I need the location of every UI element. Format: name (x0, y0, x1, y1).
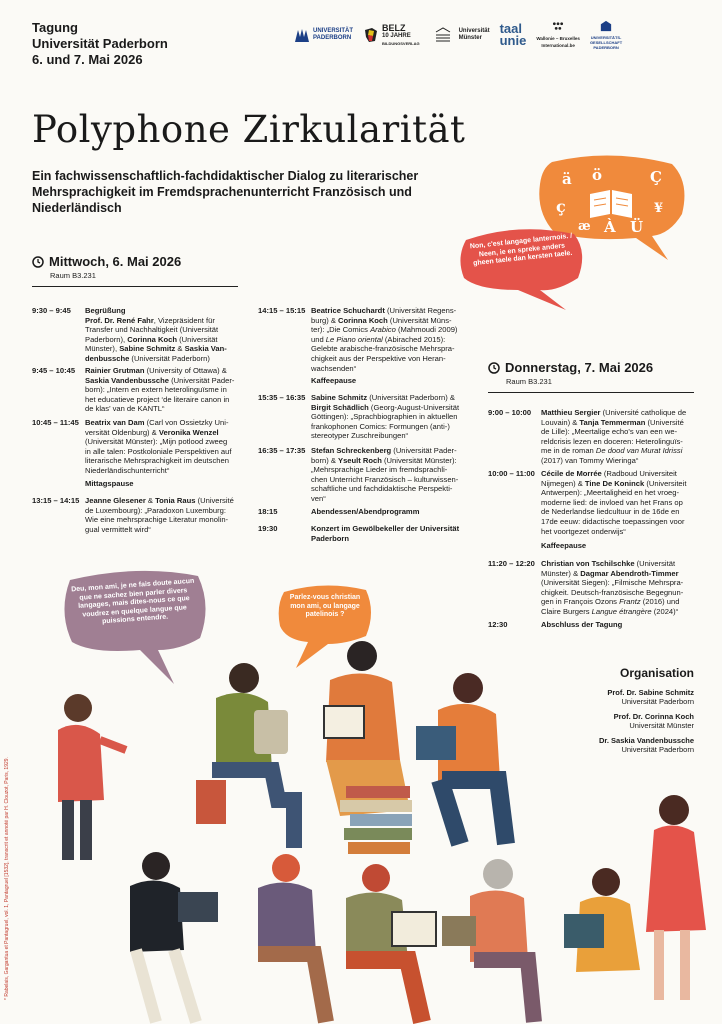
day2-header (488, 360, 694, 393)
divider (488, 392, 694, 393)
schedule-row: 13:15 – 14:15 Jeanne Glesener & Tonia Raus (Université de Luxembourg): „Paradoxon Luxemburg: Wie eine mehrsprachige Literatur monolin- gual vermittelt wird“ (32, 496, 238, 534)
schedule-entry (541, 620, 698, 630)
schedule-row: 10:00 – 11:00 Cécile de Morrée (Radboud Universiteit Nijmegen) & Tine De Koninck (Universiteit Antwerpen): „Meertaligheid en het vroeg- moderne lied: de invloed van het Frans op de Nederlandse liedcultuur in de 16de en 17de eeuw: didactische toepassingen voor het voortgezet onderwijs“ (488, 469, 698, 536)
schedule-row: 15:35 – 16:35 Sabine Schmitz (Universität Paderborn) & Birgit Schädlich (Georg-August-Universität Göttingen): „Sprachbiographien in aktuellen frankophonen Comics: Formungen (anti-) stereotyper Zuschreibungen“ (258, 393, 470, 441)
entry-line: Claire Burgers Langue étrangère (2024)“ (541, 606, 679, 616)
entry-line: de Lille): „Meertalige echo's van een we- (541, 427, 678, 437)
entry-line: schaftliche und fachdidaktische Perspekti- (311, 484, 453, 494)
entry-line: Kaffeepause (541, 541, 587, 550)
schedule-entry (311, 524, 470, 543)
entry-line: „Mehrsprachige Lieder im fremdsprachli- (311, 465, 448, 475)
entry-line: ter): „Die Comics Arabico (Mahmoudi 2009) (311, 325, 458, 335)
bubble-letter: ö (592, 166, 603, 184)
page-subtitle: Ein fachwissenschaftlich-fachdidaktischer Dialog zu literarischer Mehrsprachigkeit im Fremdsprachenunterricht Französisch und Niederländisch (32, 169, 419, 215)
entry-line: chen Unterricht Französisch – kulturwissen- (311, 474, 459, 484)
entry-line: in alle talen: Postkoloniale Perspektiven auf (85, 446, 232, 456)
orange-speech-bubble: Parlez-vous christian mon ami, ou langage patelinois ? (276, 582, 374, 670)
book-stack-icon (340, 786, 412, 854)
person-red-dress-icon (646, 795, 706, 1000)
taalunie-logo: taal unie (499, 21, 527, 48)
entry-line: (Universität Siegen): „Filmische Mehrspra- (541, 578, 684, 588)
entry-line: Nijmegen) & Tine De Koninck (Universiteit (541, 478, 687, 488)
entry-line: Gelebte arabische-französische Mehrspra- (311, 344, 455, 354)
bubble-letter: Ü (630, 218, 644, 236)
entry-line: Wie eine mehrsprachige Literatur monolin- (85, 515, 229, 525)
entry-line: Rainier Grutman (University of Ottawa) & (85, 366, 227, 375)
entry-line: Antwerpen): „Meertaligheid en het vroeg- (541, 488, 680, 498)
schedule-row (32, 479, 238, 489)
schedule-entry (541, 541, 698, 551)
entry-line: born): „Intern en extern heterolinguïsme in (85, 385, 227, 395)
red-speech-bubble: Non, c'est langage lanternois. / Neen, ie en spreke anders gheen taele dan kersten taele. (456, 222, 588, 312)
schedule-entry (85, 366, 238, 414)
schedule-entry (311, 306, 470, 373)
entry-line: gen in François Ozons Frantz (2016) und (541, 597, 680, 607)
schedule-entry (311, 376, 470, 386)
entry-line: moderne lied: de invloed van het Frans op (541, 497, 683, 507)
sponsor-logos (294, 20, 704, 50)
entry-line: Münster) & Dagmar Abendroth-Timmer (541, 568, 679, 578)
entry-line: me in de roman De dood van Murat Idrissi (541, 446, 683, 456)
schedule-entry (311, 393, 470, 441)
bubble-letter: ä (562, 170, 572, 188)
schedule-entry (85, 418, 238, 476)
schedule-entry (541, 469, 698, 536)
entry-line: Prof. Dr. René Fahr, Vizepräsident für (85, 315, 215, 325)
belz-logo: BELZ 10 JAHRE BILDUNGSVERLAG (363, 24, 420, 47)
entry-line: de klas’ van de KANTL“ (85, 404, 165, 414)
entry-line: Stefan Schreckenberg (Universität Pader- (311, 446, 457, 455)
entry-line: Christian von Tschilschke (Universität (541, 559, 676, 568)
entry-line: versität Oldenburg) & Veronika Wenzel (85, 427, 219, 437)
schedule-row: 18:15 Abendessen/Abendprogramm (258, 507, 470, 517)
person-standing-left-icon (58, 694, 126, 860)
entry-line: Göttingen): „Sprachbiographien in aktuellen (311, 412, 458, 422)
entry-line: het educatieve project ‘de literaire canon in (85, 394, 230, 404)
entry-line: Münster), Sabine Schmitz & Saskia Van- (85, 344, 227, 354)
clock-icon (488, 362, 500, 374)
organiser: Prof. Dr. Sabine Schmitz Universität Paderborn (607, 688, 694, 706)
day1-header (32, 254, 238, 287)
entry-line: gual vermittelt wird“ (85, 524, 151, 534)
ugp-logo: UNIVERSITÄTS- GESELLSCHAFT PADERBORN (590, 20, 622, 50)
schedule-row: 12:30 Abschluss der Tagung (488, 620, 698, 630)
divider (32, 286, 238, 287)
organiser: Prof. Dr. Corinna Koch Universität Münster (613, 712, 694, 730)
entry-line: de Luxembourg): „Paradoxon Luxemburg: (85, 505, 226, 515)
entry-line: ven“ (311, 493, 326, 503)
event-type: Tagung (32, 20, 78, 35)
readers-illustration (40, 630, 710, 1024)
day2-title: Donnerstag, 7. Mai 2026 (505, 360, 654, 375)
entry-line: Transfer und Nachhaltigkeit (Universität (85, 325, 219, 335)
schedule-entry (311, 507, 470, 517)
entry-line: chigkeit aus der Perspektive von Heran- (311, 353, 446, 363)
entry-line: Sabine Schmitz (Universität Paderborn) & (311, 393, 455, 402)
entry-line: 17de eeuw: didactische toepassingen voor (541, 516, 685, 526)
schedule-row: 11:20 – 12:20 Christian von Tschilschke (Universität Münster) & Dagmar Abendroth-Timmer (Universität Siegen): „Filmische Mehrspra- chigkeit. Deutsch-französische Begegnun- gen in François Ozons Frantz (2016) und Claire Burgers Langue étrangère (2024)“ (488, 559, 698, 617)
entry-line: Abschluss der Tagung (541, 620, 623, 629)
organiser: Dr. Saskia Vandenbussche Universität Paderborn (598, 736, 694, 754)
schedule-entry (541, 408, 698, 466)
entry-line: denbussche (Universität Paderborn) (85, 353, 210, 363)
entry-line: (2017) van Tommy Wieringa“ (541, 455, 639, 465)
organisation-title: Organisation (619, 666, 694, 680)
bubble-letter: Ç (650, 168, 662, 186)
entry-line: born) & Yseult Roch (Universität Münster): (311, 455, 457, 465)
schedule-entry (85, 306, 238, 364)
entry-line: Paderborn), Corinna Koch (Universität (85, 334, 218, 344)
entry-line: Birgit Schädlich (Georg-August-Universität (311, 402, 460, 412)
entry-line: Kaffeepause (311, 376, 357, 385)
schedule-row: 9:45 – 10:45 Rainier Grutman (University of Ottawa) & Saskia Vandenbussche (Universität Pader- born): „Intern en extern heterolinguïsme in het educatieve project ‘de literaire canon in de klas’ van de KANTL“ (32, 366, 238, 414)
schedule-row: 10:45 – 11:45 Beatrix van Dam (Carl von Ossietzky Uni- versität Oldenburg) & Veronika Wenzel (Universität Münster): „Mijn potlood zweeg in alle talen: Postkoloniale Perspektiven auf literarische Mehrsprachigkeit im deutschen Niederländischunterricht“ (32, 418, 238, 476)
entry-line: Paderborn (311, 533, 349, 543)
side-note: * Rabelais, Gargantua et Pantagruel, vol. 1, Pantagruel [1532], transcrit et annoté par H. Clouzot, Paris, 1929. (4, 757, 10, 1000)
upb-mark-icon (294, 27, 310, 43)
person-reading-book-icon (346, 864, 436, 1022)
clock-icon (32, 256, 44, 268)
entry-line: reldcrisis lezen en doceren: Heterolinguïs- (541, 436, 683, 446)
entry-line: Beatrix van Dam (Carl von Ossietzky Uni- (85, 418, 229, 427)
person-green-sweater-icon (196, 663, 302, 848)
entry-line: Abendessen/Abendprogramm (311, 507, 420, 516)
purple-speech-bubble: Deu, mon ami, je ne fais doute aucun que ne sachez bien parler divers langages, mais dites-nous ce que voudrez en quelque langue que puissions entendre. (58, 566, 210, 686)
muenster-mark-icon (430, 27, 456, 43)
day1-title: Mittwoch, 6. Mai 2026 (49, 254, 182, 269)
entry-line: literarische Mehrsprachigkeit im deutschen (85, 456, 229, 466)
entry-line: chigkeit. Deutsch-französische Begegnun- (541, 587, 684, 597)
schedule-row: 19:30 Konzert im Gewölbekeller der Universität Paderborn (258, 524, 470, 543)
bubble-letter: æ (578, 219, 591, 234)
person-grey-hair-icon (442, 859, 534, 1022)
entry-line: het voortgezet onderwijs“ (541, 526, 626, 536)
entry-line: Konzert im Gewölbekeller der Universität (311, 524, 460, 533)
entry-line: stereotyper Zuschreibungen“ (311, 431, 409, 441)
belz-mark-icon (363, 27, 379, 43)
entry-line: Beatrice Schuchardt (Universität Regens- (311, 306, 457, 315)
wbi-logo: Wallonie – Bruxelles International.be (536, 21, 580, 49)
entry-line: Saskia Vandenbussche (Universität Pader- (85, 375, 235, 385)
entry-line: de Nederlandse liedcultuur in de 16de en (541, 507, 680, 517)
entry-line: Mittagspause (85, 479, 134, 488)
schedule-row (488, 541, 698, 551)
schedule-entry (85, 479, 238, 489)
person-yellow-dress-icon (564, 868, 640, 972)
upb-logo: UNIVERSITÄT PADERBORN (294, 27, 353, 43)
entry-line: wachsenden“ (311, 363, 357, 373)
schedule-row: 9:00 – 10:00 Matthieu Sergier (Université catholique de Louvain) & Tanja Temmerman (Université de Lille): „Meertalige echo's van een we- reldcrisis lezen en doceren: Heterolinguïs- me in de roman De dood van Murat Idrissi (2017) van Tommy Wieringa“ (488, 408, 698, 466)
muenster-logo: Universität Münster (430, 27, 490, 43)
page-title: Polyphone Zirkularität (32, 108, 466, 151)
bubble-letter: ¥ (654, 201, 664, 216)
entry-line: Matthieu Sergier (Université catholique de (541, 408, 687, 417)
schedule-row: 16:35 – 17:35 Stefan Schreckenberg (Universität Pader- born) & Yseult Roch (Universität Münster): „Mehrsprachige Lieder im fremdsprachli- chen Unterricht Französisch – kulturwissen- schaftliche und fachdidaktische Perspekti- ven“ (258, 446, 470, 504)
day1-room: Raum B3.231 (50, 271, 96, 280)
schedule-row: 14:15 – 15:15 Beatrice Schuchardt (Universität Regens- burg) & Corinna Koch (Universität Müns- ter): „Die Comics Arabico (Mahmoudi 2009) und Le Piano oriental (Abirached 2015): Gelebte arabische-französische Mehrspra- chigkeit aus der Perspektive von Heran- wachsenden“ (258, 306, 470, 373)
bubble-letter: À (604, 218, 616, 236)
ugp-mark-icon (598, 20, 614, 32)
schedule-row (258, 376, 470, 386)
bubble-letter: ç (556, 197, 566, 216)
day2-room: Raum B3.231 (506, 377, 552, 386)
schedule-row: 9:30 – 9:45 Begrüßung Prof. Dr. René Fahr, Vizepräsident für Transfer und Nachhaltigkeit (Universität Paderborn), Corinna Koch (Universität Münster), Sabine Schmitz & Saskia Van- denbussche (Universität Paderborn) (32, 306, 238, 364)
entry-line: Louvain) & Tanja Temmerman (Université (541, 417, 684, 427)
schedule-entry (85, 496, 238, 534)
event-dates: 6. und 7. Mai 2026 (32, 52, 143, 67)
wbi-mark-icon (550, 21, 566, 32)
entry-line: Begrüßung (85, 306, 126, 315)
entry-line: (Universität Münster): „Mijn potlood zweeg (85, 437, 228, 447)
person-orange-shirt-icon (416, 673, 506, 844)
person-laptop-icon (130, 852, 218, 1022)
entry-line: frankophonen Comics: Formungen (anti-) (311, 421, 450, 431)
entry-line: Cécile de Morrée (Radboud Universiteit (541, 469, 677, 478)
entry-line: burg) & Corinna Koch (Universität Müns- (311, 315, 452, 325)
schedule-entry (541, 559, 698, 617)
entry-line: Jeanne Glesener & Tonia Raus (Université (85, 496, 234, 505)
person-brown-sitting-icon (258, 854, 326, 1022)
entry-line: Niederländischunterricht“ (85, 465, 170, 475)
event-venue: Universität Paderborn (32, 36, 168, 51)
event-header (32, 20, 168, 68)
schedule-entry (311, 446, 470, 504)
entry-line: und Le Piano oriental (Abirached 2015): (311, 334, 446, 344)
